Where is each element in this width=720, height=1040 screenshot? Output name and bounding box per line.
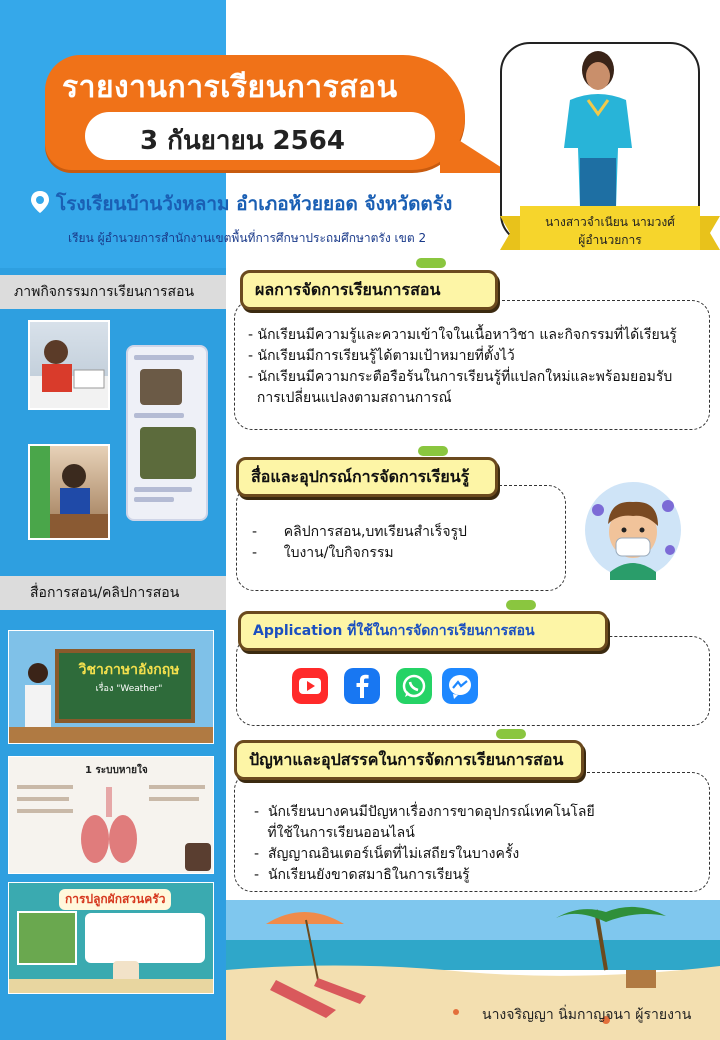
slide-chalkboard: [55, 649, 195, 723]
slide2-title: 1 ระบบหายใจ: [85, 765, 148, 776]
page-title: รายงานการเรียนการสอน: [62, 70, 398, 105]
school-name: โรงเรียนบ้านวังหลาม อำเภอห้วยยอด จังหวัดตรัง: [56, 193, 453, 215]
location-pin-icon: [28, 190, 52, 214]
list-item: - นักเรียนมีการเรียนรู้ได้ตามเป้าหมายที่ตั้งไว้: [248, 348, 515, 364]
problems-list: [254, 802, 694, 886]
director-role: ผู้อำนวยการ: [578, 233, 642, 247]
messenger-icon: [442, 668, 478, 704]
activity-photo-1: [28, 320, 110, 410]
results-heading: ผลการจัดการเรียนการสอน: [240, 270, 498, 310]
youtube-icon: [292, 668, 328, 704]
slide1-subtitle: เรื่อง "Weather": [95, 684, 163, 694]
respiratory-lesson-slide: [8, 756, 214, 874]
media-label: สื่อการสอน/คลิปการสอน: [0, 576, 226, 610]
slide1-title: วิชาภาษาอังกฤษ: [78, 662, 180, 678]
results-list: [248, 325, 706, 409]
activities-label: ภาพกิจกรรมการเรียนการสอน: [0, 275, 226, 309]
reporter-signature: นางจริญญา นิ่มกาญจนา ผู้รายงาน: [482, 1007, 692, 1023]
chat-screenshot: [126, 345, 208, 521]
media-heading: สื่อและอุปกรณ์การจัดการเรียนรู้: [236, 457, 498, 497]
problems-heading: ปัญหาและอุปสรรคในการจัดการเรียนการสอน: [234, 740, 584, 780]
facebook-icon: [344, 668, 380, 704]
caterpillar-decoration: [418, 446, 448, 456]
gardening-lesson-slide: [8, 882, 214, 994]
list-item: - นักเรียนยังขาดสมาธิในการเรียนรู้: [254, 867, 470, 883]
caterpillar-decoration: [506, 600, 536, 610]
apps-heading: Application ที่ใช้ในการจัดการเรียนการสอน: [238, 611, 608, 651]
list-item: - ใบงาน/ใบกิจกรรม: [252, 545, 394, 561]
list-item: - สัญญาณอินเตอร์เน็ตที่ไม่เสถียรในบางครั้ง: [254, 846, 520, 862]
caterpillar-decoration: [416, 258, 446, 268]
addressee: เรียน ผู้อำนวยการสำนักงานเขตพื้นที่การศึกษาประถมศึกษาตรัง เขต 2: [68, 231, 427, 245]
masked-boy-avatar: [580, 480, 686, 580]
list-item: - นักเรียนมีความกระตือรือร้นในการเรียนรู้ที่แปลกใหม่และพร้อมยอมรับ: [248, 369, 673, 385]
list-item: - นักเรียนบางคนมีปัญหาเรื่องการขาดอุปกรณ์เทคโนโลยี: [254, 804, 595, 820]
lungs-diagram: [79, 783, 139, 869]
report-date: 3 กันยายน 2564: [140, 126, 345, 156]
list-item: - นักเรียนมีความรู้และความเข้าใจในเนื้อหาวิชา และกิจกรรมที่ได้เรียนรู้: [248, 327, 677, 343]
activity-photo-2: [28, 444, 110, 540]
english-lesson-slide: [8, 630, 214, 744]
list-item: การเปลี่ยนแปลงตามสถานการณ์: [248, 390, 452, 406]
media-list: [252, 522, 467, 564]
director-name: นางสาวจำเนียน นามวงศ์: [545, 215, 675, 229]
caterpillar-decoration: [496, 729, 526, 739]
list-item: - คลิปการสอน,บทเรียนสำเร็จรูป: [252, 524, 467, 540]
list-item: ที่ใช้ในการเรียนออนไลน์: [254, 825, 415, 841]
director-photo: [548, 48, 648, 208]
whatsapp-icon: [396, 668, 432, 704]
slide3-title: การปลูกผักสวนครัว: [59, 889, 171, 910]
